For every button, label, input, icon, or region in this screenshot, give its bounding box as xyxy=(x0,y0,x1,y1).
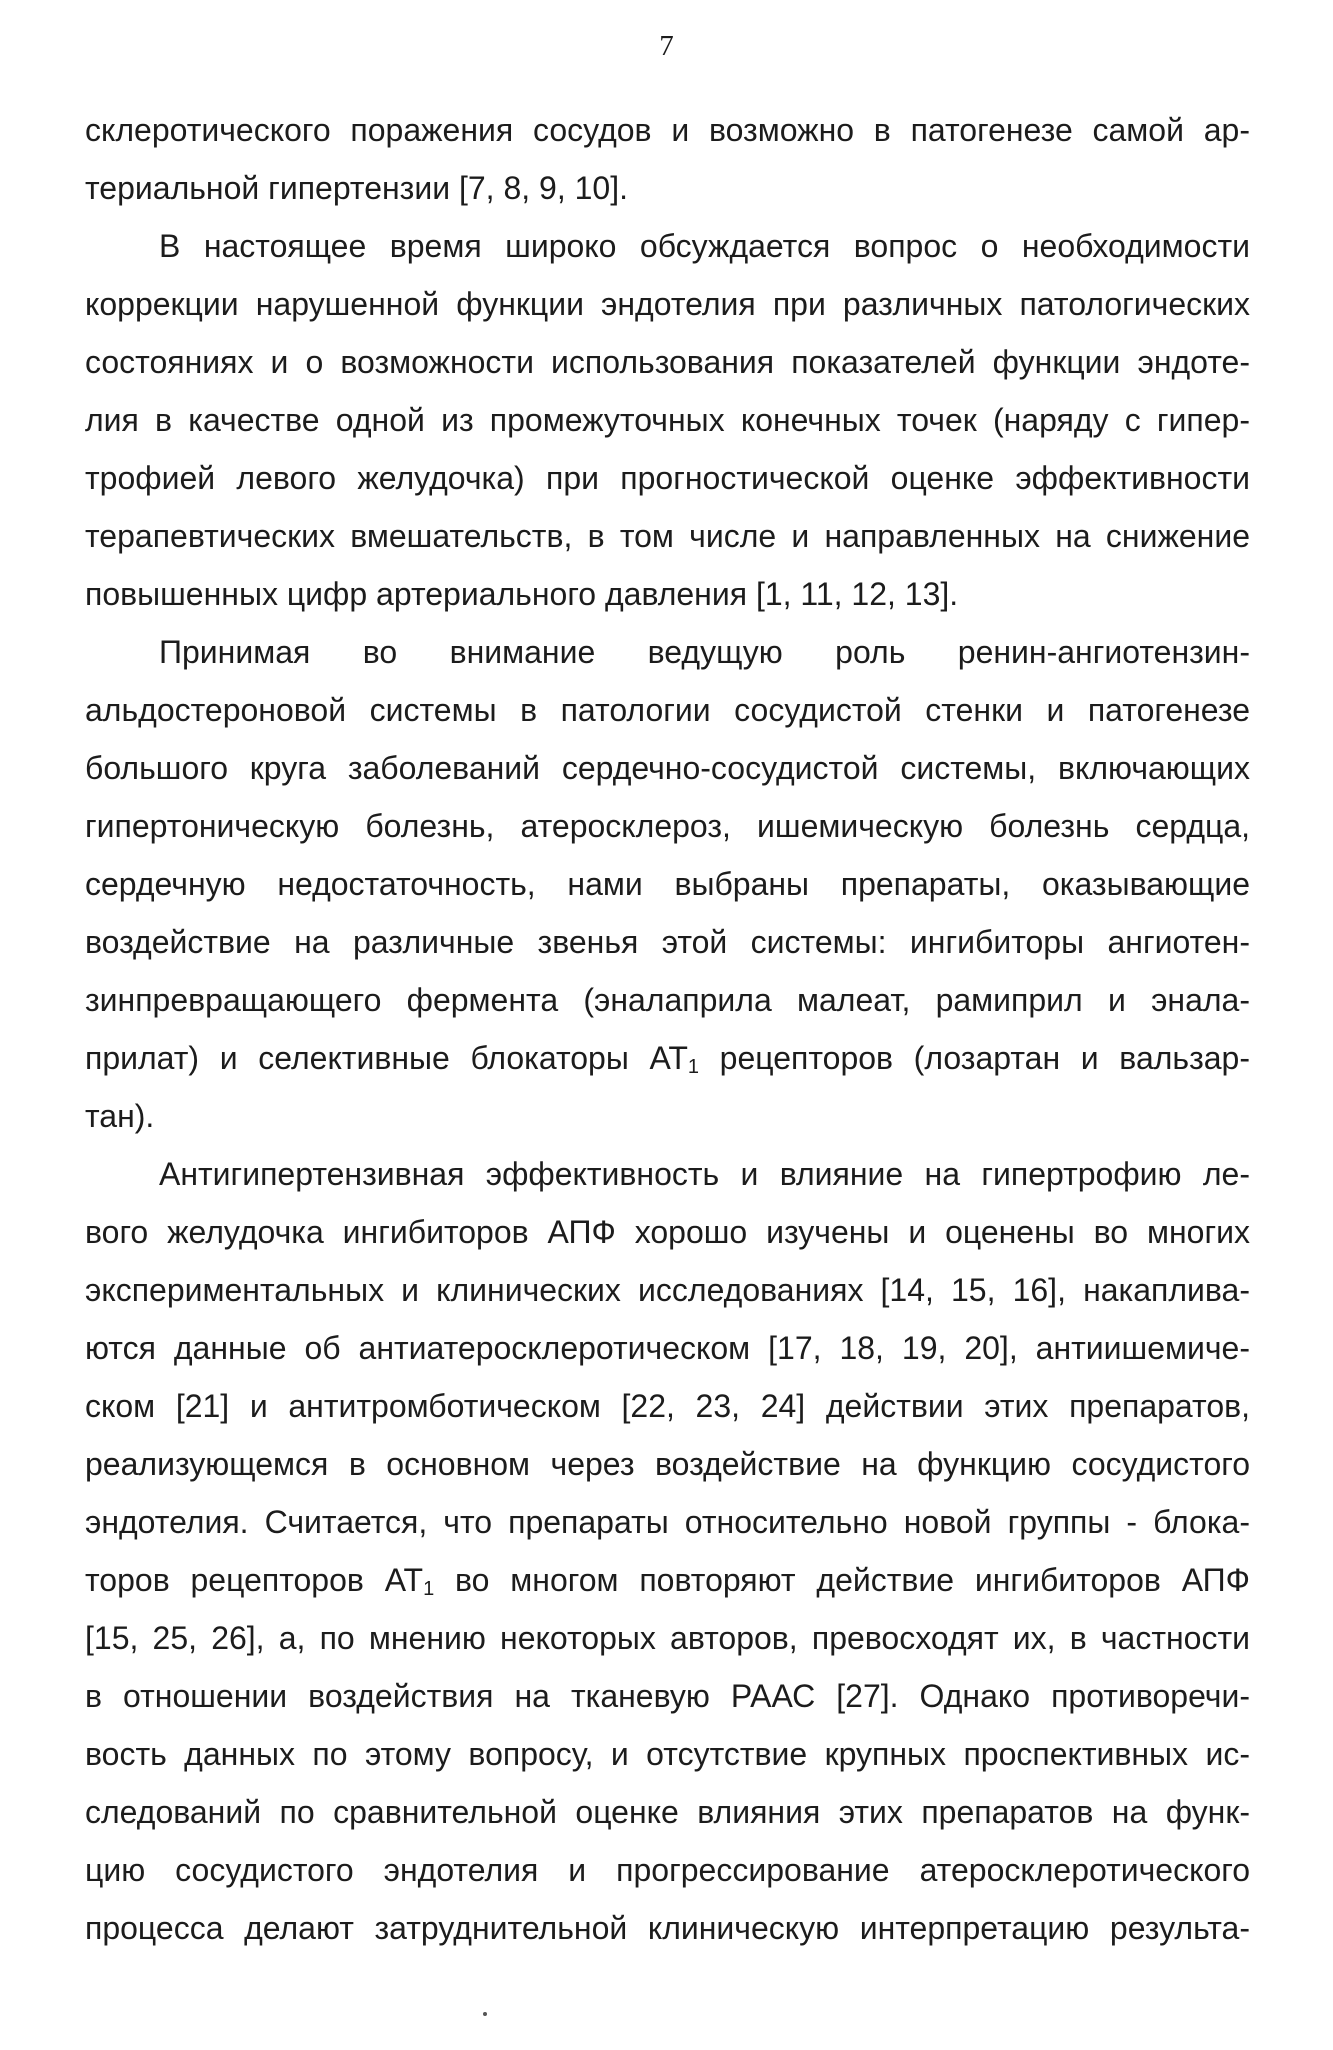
text-fragment: торов рецепторов АТ xyxy=(85,1562,424,1598)
text-line: гипертоническую болезнь, атеросклероз, ишемическую болезнь сердца, xyxy=(85,808,1250,844)
text-line: Принимая во внимание ведущую роль ренин-ангиотензин- xyxy=(159,634,1250,670)
text-line: состояниях и о возможности использования показателей функции эндоте- xyxy=(85,344,1250,380)
subscript: 1 xyxy=(687,1056,700,1078)
text-line: вость данных по этому вопросу, и отсутствие крупных проспективных ис- xyxy=(85,1736,1250,1772)
text-line: [15, 25, 26], а, по мнению некоторых авторов, превосходят их, в частности xyxy=(85,1620,1250,1656)
text-line: эндотелия. Считается, что препараты относительно новой группы - блока- xyxy=(85,1504,1250,1540)
text-line: следований по сравнительной оценке влияния этих препаратов на функ- xyxy=(85,1794,1250,1830)
text-line: экспериментальных и клинических исследованиях [14, 15, 16], накаплива- xyxy=(85,1272,1250,1308)
text-line: В настоящее время широко обсуждается вопрос о необходимости xyxy=(159,228,1250,264)
text-line: териальной гипертензии [7, 8, 9, 10]. xyxy=(85,170,628,206)
text-line: терапевтических вмешательств, в том числе и направленных на снижение xyxy=(85,518,1250,554)
body-text xyxy=(85,101,1250,1957)
text-line: ском [21] и антитромботическом [22, 23, 24] действии этих препаратов, xyxy=(85,1388,1250,1424)
subscript: 1 xyxy=(423,1578,435,1600)
text-fragment: рецепторов (лозартан и вальзар- xyxy=(699,1040,1250,1076)
text-fragment: прилат) и селективные блокаторы АТ xyxy=(85,1040,688,1076)
text-line: зинпревращающего фермента (эналаприла малеат, рамиприл и энала- xyxy=(85,982,1250,1018)
paragraph-3 xyxy=(85,623,1250,1145)
text-line: вого желудочка ингибиторов АПФ хорошо изучены и оценены во многих xyxy=(85,1214,1250,1250)
text-line: воздействие на различные звенья этой системы: ингибиторы ангиотен- xyxy=(85,924,1250,960)
paragraph-4 xyxy=(85,1145,1250,1957)
text-line: сердечную недостаточность, нами выбраны препараты, оказывающие xyxy=(85,866,1250,902)
text-line xyxy=(85,1551,1250,1609)
text-line: трофией левого желудочка) при прогностической оценке эффективности xyxy=(85,460,1250,496)
paragraph-2 xyxy=(85,217,1250,623)
text-line: Антигипертензивная эффективность и влияние на гипертрофию ле- xyxy=(159,1156,1250,1192)
paragraph-1 xyxy=(85,101,1250,217)
text-line: в отношении воздействия на тканевую РААС [27]. Однако противоречи- xyxy=(85,1678,1250,1714)
text-line: процесса делают затруднительной клиническую интерпретацию результа- xyxy=(85,1910,1250,1946)
text-line: ются данные об антиатеросклеротическом [17, 18, 19, 20], антиишемиче- xyxy=(85,1330,1250,1366)
text-line xyxy=(85,1029,1250,1087)
text-line: лия в качестве одной из промежуточных конечных точек (наряду с гипер- xyxy=(85,402,1250,438)
text-line: склеротического поражения сосудов и возможно в патогенезе самой ар- xyxy=(85,112,1250,148)
scan-speck xyxy=(483,2012,487,2016)
text-line: повышенных цифр артериального давления [1, 11, 12, 13]. xyxy=(85,576,959,612)
text-line: большого круга заболеваний сердечно-сосудистой системы, включающих xyxy=(85,750,1250,786)
text-line: тан). xyxy=(85,1098,155,1134)
page-number: 7 xyxy=(659,30,674,62)
text-line: коррекции нарушенной функции эндотелия при различных патологических xyxy=(85,286,1250,322)
text-fragment: во многом повторяют действие ингибиторов АПФ xyxy=(434,1562,1250,1598)
text-line: альдостероновой системы в патологии сосудистой стенки и патогенезе xyxy=(85,692,1250,728)
text-line: реализующемся в основном через воздействие на функцию сосудистого xyxy=(85,1446,1250,1482)
text-line: цию сосудистого эндотелия и прогрессирование атеросклеротического xyxy=(85,1852,1250,1888)
